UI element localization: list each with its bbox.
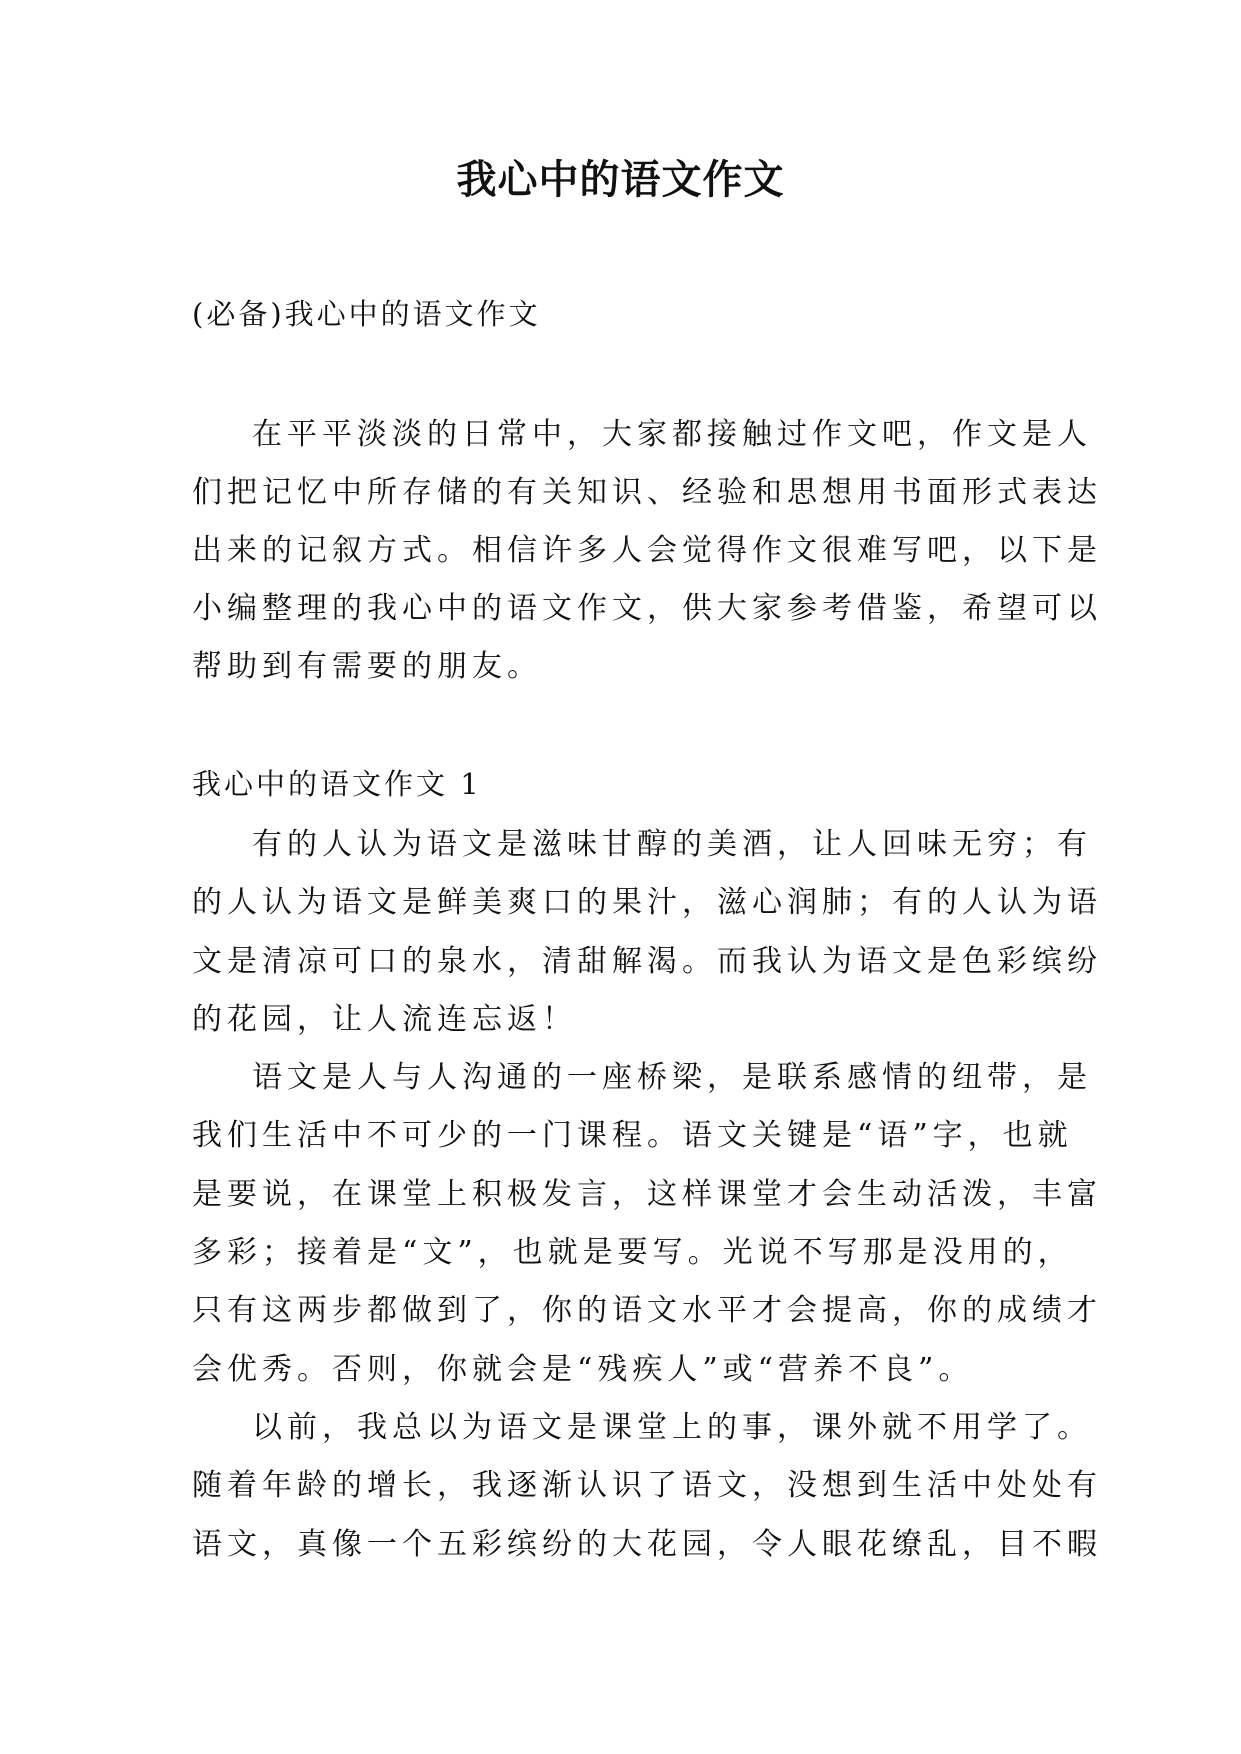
essay-body	[192, 816, 1102, 1574]
intro-line: 小编整理的我心中的语文作文，供大家参考借鉴，希望可以	[192, 591, 1102, 626]
section-heading: 我心中的语文作文 1	[192, 767, 482, 801]
essay-line: 语文是人与人沟通的一座桥梁，是联系感情的纽带，是	[252, 1060, 1092, 1096]
essay-line: 随着年龄的增长，我逐渐认识了语文，没想到生活中处处有	[192, 1468, 1102, 1504]
document-title: 我心中的语文作文	[456, 156, 785, 203]
essay-line: 的花园，让人流连忘返！	[192, 1001, 577, 1037]
essay-line: 的人认为语文是鲜美爽口的果汁，滋心润肺；有的人认为语	[192, 885, 1102, 921]
intro-line: 在平平淡淡的日常中，大家都接触过作文吧，作文是人	[252, 417, 1092, 452]
intro-line: 们把记忆中所存储的有关知识、经验和思想用书面形式表达	[192, 475, 1102, 510]
essay-line: 文是清凉可口的泉水，清甜解渴。而我认为语文是色彩缤纷	[192, 943, 1102, 979]
essay-line: 只有这两步都做到了，你的语文水平才会提高，你的成绩才	[192, 1293, 1102, 1329]
essay-line: 多彩；接着是“文”，也就是要写。光说不写那是没用的，	[192, 1235, 1073, 1271]
essay-line: 会优秀。否则，你就会是“残疾人”或“营养不良”。	[192, 1351, 974, 1387]
essay-line: 有的人认为语文是滋味甘醇的美酒，让人回味无穷；有	[252, 827, 1092, 862]
essay-line: 是要说，在课堂上积极发言，这样课堂才会生动活泼，丰富	[192, 1176, 1102, 1212]
document-subtitle: (必备)我心中的语文作文	[192, 297, 541, 331]
intro-line: 帮助到有需要的朋友。	[192, 649, 542, 684]
intro-paragraph	[192, 406, 1102, 696]
intro-line: 出来的记叙方式。相信许多人会觉得作文很难写吧，以下是	[192, 533, 1102, 568]
essay-line: 我们生活中不可少的一门课程。语文关键是“语”字，也就	[192, 1118, 1073, 1154]
essay-line: 以前，我总以为语文是课堂上的事，课外就不用学了。	[252, 1409, 1092, 1445]
essay-line: 语文，真像一个五彩缤纷的大花园，令人眼花缭乱，目不暇	[192, 1526, 1102, 1562]
